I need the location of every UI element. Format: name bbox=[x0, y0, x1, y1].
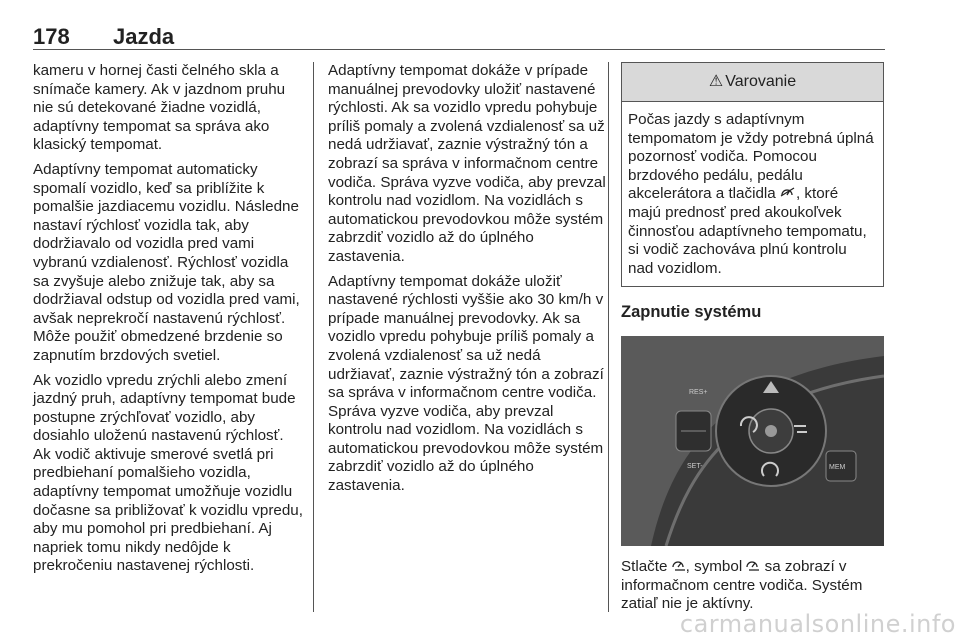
section-text bbox=[621, 558, 884, 614]
column-divider bbox=[313, 62, 314, 612]
cruise-control-button-icon bbox=[780, 186, 796, 201]
warning-triangle-icon: ⚠ bbox=[708, 72, 724, 90]
column-2 bbox=[328, 62, 606, 502]
column-divider bbox=[608, 62, 609, 612]
set-label: SET- bbox=[687, 462, 703, 470]
adaptive-cruise-icon bbox=[672, 559, 686, 574]
mem-label: MEM bbox=[829, 463, 846, 471]
adaptive-cruise-icon bbox=[746, 559, 760, 574]
steering-wheel-controls-image bbox=[621, 336, 884, 546]
paragraph: kameru v hornej časti čelného skla a snímače kamery. Ak v jazdnom pruhu nie sú detekované žiadne vozidlá, adaptívny tempomat sa správa ako klasický tempomat. bbox=[33, 62, 286, 154]
section-heading: Zapnutie systému bbox=[621, 303, 762, 322]
warning-box bbox=[621, 62, 884, 287]
warning-text bbox=[622, 102, 883, 286]
section-text-part: , symbol bbox=[685, 557, 747, 575]
page-number: 178 bbox=[33, 24, 70, 49]
watermark: carmanualsonline.info bbox=[679, 610, 956, 638]
section-text-part: sa zobrazí v informačnom centre vodiča. Systém zatiaľ nie je aktívny. bbox=[621, 557, 863, 613]
paragraph: Adaptívny tempomat dokáže uložiť nastavené rýchlosti vyššie ako 30 km/h v prípade manuálnej prevodovky. Ak sa vozidlo vpredu pohybuje príliš pomaly a zvolená vzdialenosť sa už nedá udržiavať, zaznie výstražný tón a zobrazí sa správa v informačnom centre vodiča. Správa vyzve vodiča, aby prevzal kontrolu nad vozidlom. Na vozidlách s automatickou prevodovkou môže systém zabrzdiť vozidlo až do úplného zastavenia. bbox=[328, 272, 604, 495]
column-3 bbox=[621, 62, 884, 614]
paragraph: Ak vozidlo vpredu zrýchli alebo zmení jazdný pruh, adaptívny tempomat bude postupne zrýchľovať vozidlo, aby dosiahlo uloženú nastavenú rýchlosť. Ak vodič aktivuje smerové svetlá pri predbiehaní pomalšieho vozidla, adaptívny tempomat umožňuje vozidlu dočasne sa približovať k vozidlu vpredu, aby mu pomohol pri predbiehaní. Aj napriek tomu nikdy nedôjde k prekročeniu nastavenej rýchlosti. bbox=[33, 371, 303, 575]
header-divider bbox=[33, 49, 885, 50]
warning-text-part: , ktoré majú prednosť pred akoukoľvek činnosťou adaptívneho tempomatu, si vodič zachováva plnú kontrolu nad vozidlom. bbox=[628, 185, 867, 277]
warning-title: Varovanie bbox=[725, 72, 797, 90]
section-text-part: Stlačte bbox=[621, 557, 672, 575]
res-label: RES+ bbox=[689, 388, 708, 396]
column-1 bbox=[33, 62, 303, 582]
paragraph: Adaptívny tempomat dokáže v prípade manuálnej prevodovky uložiť nastavené rýchlosti. Ak sa vozidlo vpredu pohybuje príliš pomaly a zvolená vzdialenosť sa už nedá udržiavať, zaznie výstražný tón a zobrazí sa správa v informačnom centre vodiča. Správa vyzve vodiča, aby prevzal kontrolu nad vozidlom. Na vozidlách s automatickou prevodovkou môže systém zabrzdiť vozidlo až do úplného zastavenia. bbox=[328, 62, 606, 265]
page-header bbox=[33, 8, 885, 48]
warning-text-part: Počas jazdy s adaptívnym tempomatom je vždy potrebná úplná pozornosť vodiča. Pomocou brzdového pedálu, pedálu akcelerátora a tlačidla bbox=[628, 111, 874, 203]
warning-header bbox=[622, 63, 883, 102]
page-title: Jazda bbox=[113, 24, 175, 49]
paragraph: Adaptívny tempomat automaticky spomalí vozidlo, keď sa priblížite k pomalšie jazdiacemu vozidlu. Následne nastaví rýchlosť vozidla tak, aby dodržiavalo od vozidla pred vami vybranú vzdialenosť. Rýchlosť vozidla sa zvyšuje alebo znižuje tak, aby sa dodržiaval odstup od vozidla pred vami, avšak neprekročí nastavenú rýchlosť. Môže použiť obmedzené brzdenie so zapnutím brzdových svetiel. bbox=[33, 160, 300, 364]
